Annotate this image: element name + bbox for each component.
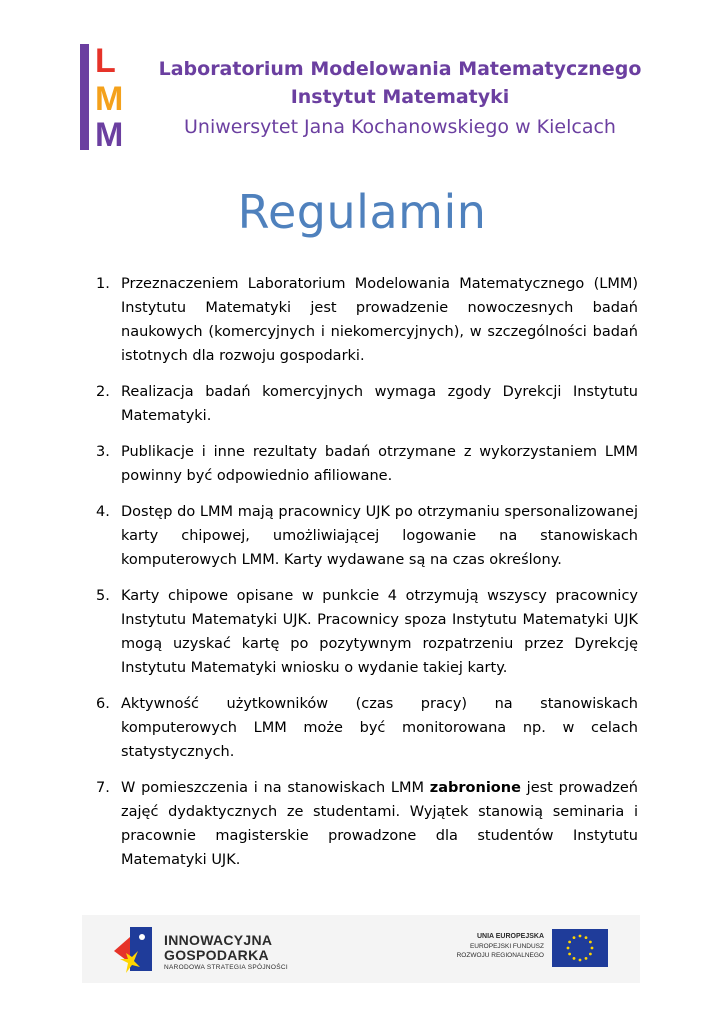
- rule-number: 2.: [96, 384, 110, 400]
- rule-item: [96, 692, 638, 764]
- funding-footer: [82, 915, 640, 983]
- rule-item: [96, 500, 638, 572]
- eu-star-icon: [573, 957, 576, 960]
- rule-number: 3.: [96, 444, 110, 460]
- rule-number: 6.: [96, 696, 110, 712]
- header-lab-name: Laboratorium Modelowania Matematycznego: [158, 58, 642, 80]
- rule-text-after: jest prowadzeń zajęć dydaktycznych ze studentami. Wyjątek stanowią seminaria i pracownie magisterskie prowadzone dla studentów Instytutu Matematyki UJK.: [121, 780, 638, 868]
- innowacyjna-gospodarka-text: [164, 933, 288, 973]
- eu-flag-icon: [552, 929, 608, 967]
- rule-text-before: W pomieszczenia i na stanowiskach LMM: [121, 780, 430, 796]
- rule-item: [96, 272, 638, 368]
- rule-text: Karty chipowe opisane w punkcie 4 otrzymują wszyscy pracownicy Instytutu Matematyki UJK. Pracownicy spoza Instytutu Matematyki UJK mogą uzyskać kartę po pozytywnym rozpatrzeniu przez Dyrekcję Instytutu Matematyki wniosku o wydanie takiej karty.: [121, 588, 638, 676]
- rule-text: [121, 780, 638, 868]
- eu-line3: ROZWOJU REGIONALNEGO: [456, 952, 544, 959]
- page-title: Regulamin: [237, 185, 487, 239]
- ig-line3: NARODOWA STRATEGIA SPÓJNOŚCI: [164, 964, 288, 971]
- eu-line1: UNIA EUROPEJSKA: [476, 933, 544, 940]
- eu-fund-text: [432, 932, 544, 960]
- rule-text: Dostęp do LMM mają pracownicy UJK po otrzymaniu spersonalizowanej karty chipowej, umożliwiającej logowanie na stanowiskach komputerowych LMM. Karty wydawane są na czas określony.: [121, 504, 638, 568]
- lmm-logo: [80, 44, 140, 154]
- eu-star-icon: [568, 941, 571, 944]
- rule-item: [96, 584, 638, 680]
- rule-text: Aktywność użytkowników (czas pracy) na stanowiskach komputerowych LMM może być monitorowana np. w celach statystycznych.: [121, 696, 638, 760]
- eu-star-icon: [585, 957, 588, 960]
- institution-header: [150, 55, 650, 143]
- logo-letter-l: L: [95, 42, 116, 80]
- rule-item: [96, 380, 638, 428]
- eu-star-icon: [579, 935, 582, 938]
- rule-text: Przeznaczeniem Laboratorium Modelowania Matematycznego (LMM) Instytutu Matematyki jest prowadzenie nowoczesnych badań naukowych (komercyjnych i niekomercyjnych), w szczególności badań istotnych dla rozwoju gospodarki.: [121, 276, 638, 364]
- eu-star-icon: [585, 936, 588, 939]
- eu-line2: EUROPEJSKI FUNDUSZ: [469, 943, 544, 950]
- ig-line2: GOSPODARKA: [164, 947, 269, 963]
- rule-text: Realizacja badań komercyjnych wymaga zgody Dyrekcji Instytutu Matematyki.: [121, 384, 638, 424]
- logo-letter-m2: M: [95, 116, 124, 154]
- eu-star-icon: [567, 947, 570, 950]
- logo-letter-m1: M: [95, 80, 124, 118]
- eu-star-icon: [579, 959, 582, 962]
- rule-number: 1.: [96, 276, 110, 292]
- eu-star-icon: [573, 936, 576, 939]
- rules-list: [96, 272, 638, 884]
- logo-bar: [80, 44, 89, 150]
- ig-line1: INNOWACYJNA: [164, 932, 273, 948]
- header-university-name: Uniwersytet Jana Kochanowskiego w Kielcach: [184, 116, 616, 138]
- rule-number: 4.: [96, 504, 110, 520]
- eu-star-icon: [591, 947, 594, 950]
- rule-number: 5.: [96, 588, 110, 604]
- rule-item: [96, 776, 638, 872]
- innowacyjna-gospodarka-logo-icon: [112, 923, 160, 975]
- eu-star-icon: [589, 941, 592, 944]
- rule-item: [96, 440, 638, 488]
- header-institute-name: Instytut Matematyki: [290, 86, 510, 108]
- rule-number: 7.: [96, 780, 110, 796]
- eu-star-icon: [568, 953, 571, 956]
- eu-star-icon: [589, 953, 592, 956]
- rule-text: Publikacje i inne rezultaty badań otrzymane z wykorzystaniem LMM powinny być odpowiednio afiliowane.: [121, 444, 638, 484]
- rule-text-emphasis: zabronione: [429, 780, 521, 796]
